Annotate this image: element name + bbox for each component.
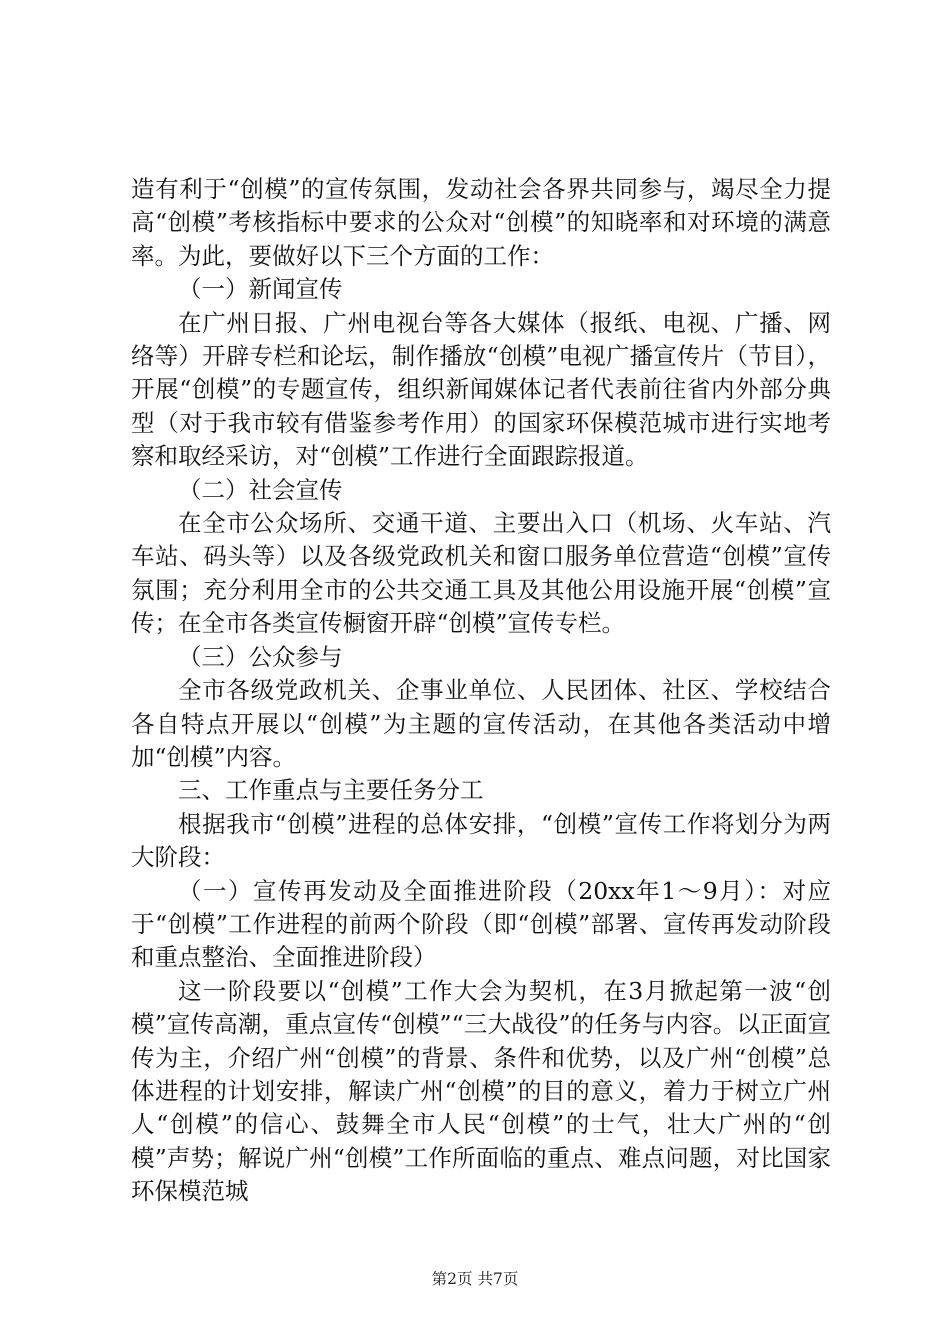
page-number-footer: 第2页 共7页: [431, 1270, 519, 1288]
paragraph-stage-one-detail: 这一阶段要以“创模”工作大会为契机，在3月掀起第一波“创模”宣传高潮，重点宣传“创模”“三大战役”的任务与内容。以正面宣传为主，介绍广州“创模”的背景、条件和优势，以及广州“创模”总体进程的计划安排，解读广州“创模”的目的意义，着力于树立广州人“创模”的信心、鼓舞全市人民“创模”的士气，壮大广州的“创模”声势；解说广州“创模”工作所面临的重点、难点问题，对比国家环保模范城: [131, 976, 831, 1206]
heading-public-participation: （三）公众参与: [178, 642, 343, 671]
paragraph-intro: 造有利于“创模”的宣传氛围，发动社会各界共同参与，竭尽全力提高“创模”考核指标中要求的公众对“创模”的知晓率和对环境的满意率。为此，要做好以下三个方面的工作：: [131, 175, 831, 270]
paragraph-social-publicity: 在全市公众场所、交通干道、主要出入口（机场、火车站、汽车站、码头等）以及各级党政机关和窗口服务单位营造“创模”宣传氛围；充分利用全市的公共交通工具及其他公用设施开展“创模”宣传；在全市各类宣传橱窗开辟“创模”宣传专栏。: [131, 509, 831, 638]
section-heading-key-tasks: 三、工作重点与主要任务分工: [178, 776, 484, 805]
paragraph-news-publicity: 在广州日报、广州电视台等各大媒体（报纸、电视、广播、网络等）开辟专栏和论坛，制作播放“创模”电视广播宣传片（节目），开展“创模”的专题宣传，组织新闻媒体记者代表前往省内外部分典型（对于我市较有借鉴参考作用）的国家环保模范城市进行实地考察和取经采访，对“创模”工作进行全面跟踪报道。: [131, 308, 831, 471]
heading-social-publicity: （二）社会宣传: [178, 475, 343, 504]
heading-news-publicity: （一）新闻宣传: [178, 275, 343, 304]
paragraph-two-stages: 根据我市“创模”进程的总体安排，“创模”宣传工作将划分为两大阶段：: [131, 809, 831, 872]
paragraph-public-participation: 全市各级党政机关、企事业单位、人民团体、社区、学校结合各自特点开展以“创模”为主题的宣传活动，在其他各类活动中增加“创模”内容。: [131, 676, 831, 771]
document-body: [131, 173, 831, 1209]
paragraph-stage-one: （一）宣传再发动及全面推进阶段（20xx年1～9月）：对应于“创模”工作进程的前两个阶段（即“创模”部署、宣传再发动阶段和重点整治、全面推进阶段）: [131, 876, 831, 972]
